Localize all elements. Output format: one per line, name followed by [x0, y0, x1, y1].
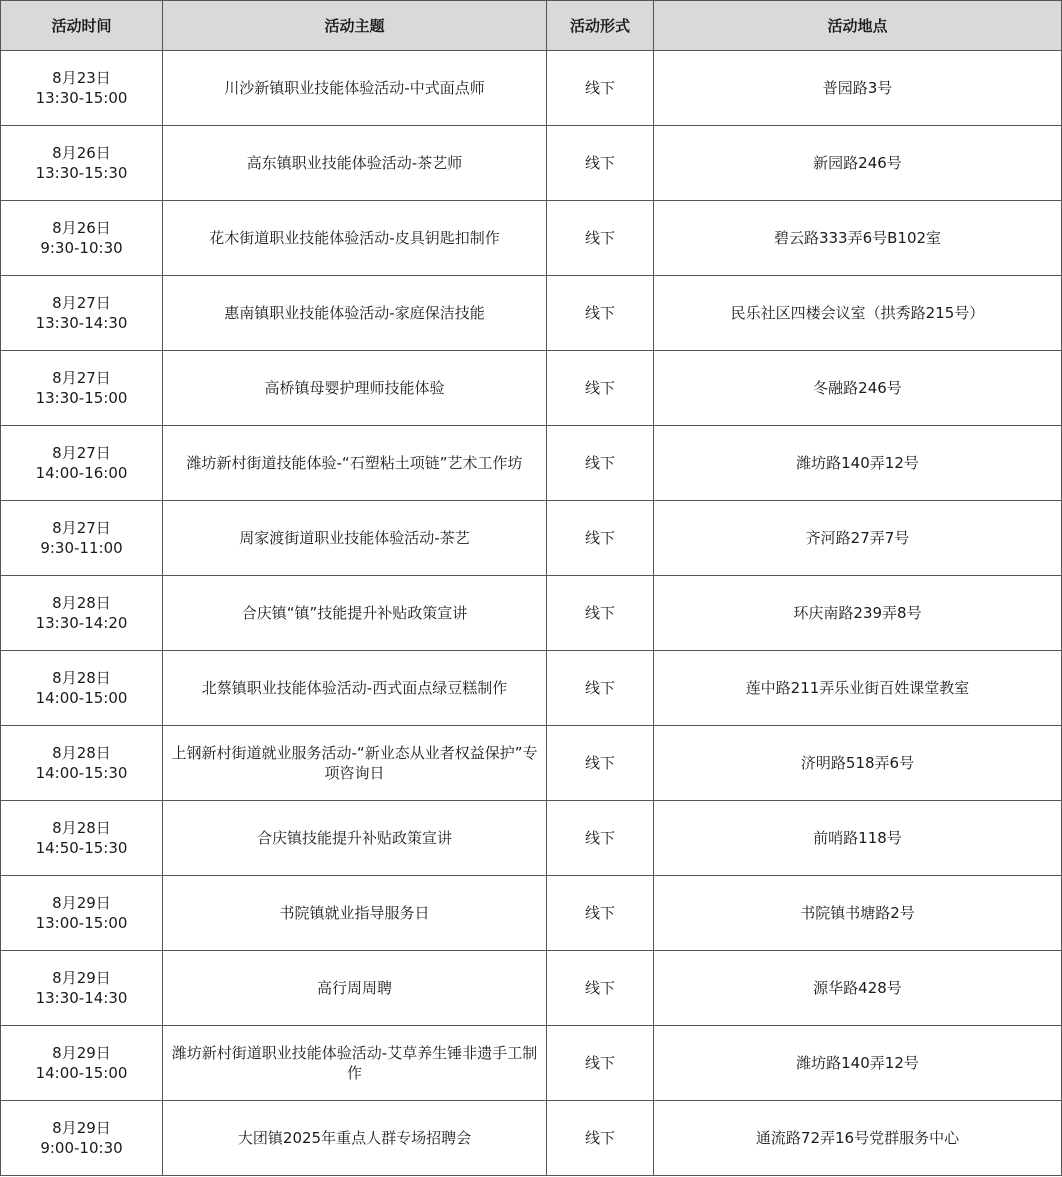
activity-topic: 合庆镇“镇”技能提升补贴政策宣讲: [241, 604, 468, 622]
topic-cell: [163, 201, 547, 276]
form-cell: 线下: [547, 501, 654, 576]
time-cell: [1, 576, 163, 651]
form-cell: 线下: [547, 1026, 654, 1101]
time-cell: [1, 126, 163, 201]
activity-time-range: 13:30-15:00: [35, 389, 128, 407]
time-cell: [1, 801, 163, 876]
topic-cell: [163, 426, 547, 501]
activity-date: 8月27日: [52, 369, 111, 387]
activity-time-range: 14:00-15:00: [35, 1064, 128, 1082]
topic-cell: [163, 276, 547, 351]
activity-topic: 北蔡镇职业技能体验活动-西式面点绿豆糕制作: [201, 679, 508, 697]
activity-topic: 书院镇就业指导服务日: [279, 904, 430, 922]
topic-cell: [163, 726, 547, 801]
table-row: [1, 576, 1062, 651]
form-cell: 线下: [547, 651, 654, 726]
location-cell: 潍坊路140弄12号: [654, 426, 1062, 501]
location-cell: 新园路246号: [654, 126, 1062, 201]
table-row: [1, 726, 1062, 801]
time-cell: [1, 1026, 163, 1101]
location-cell: 莲中路211弄乐业街百姓课堂教室: [654, 651, 1062, 726]
location-cell: 碧云路333弄6号B102室: [654, 201, 1062, 276]
time-cell: [1, 426, 163, 501]
activity-time-range: 13:30-14:30: [35, 314, 128, 332]
location-cell: 环庆南路239弄8号: [654, 576, 1062, 651]
activity-time-range: 14:00-15:30: [35, 764, 128, 782]
activity-date: 8月29日: [52, 1044, 111, 1062]
location-cell: 潍坊路140弄12号: [654, 1026, 1062, 1101]
activity-topic: 川沙新镇职业技能体验活动-中式面点师: [224, 79, 485, 97]
activity-time-range: 13:30-14:30: [35, 989, 128, 1007]
table-header-row: [1, 1, 1062, 51]
location-cell: 民乐社区四楼会议室（拱秀路215号）: [654, 276, 1062, 351]
activity-topic: 大团镇2025年重点人群专场招聘会: [237, 1129, 472, 1147]
table-row: [1, 951, 1062, 1026]
location-cell: 书院镇书塘路2号: [654, 876, 1062, 951]
table-row: [1, 501, 1062, 576]
activity-time-range: 13:30-15:30: [35, 164, 128, 182]
table-row: [1, 351, 1062, 426]
form-cell: 线下: [547, 951, 654, 1026]
activity-time-range: 14:00-15:00: [35, 689, 128, 707]
activity-topic: 潍坊新村街道技能体验-“石塑粘土项链”艺术工作坊: [186, 454, 523, 472]
activity-topic: 惠南镇职业技能体验活动-家庭保洁技能: [224, 304, 485, 322]
table-row: [1, 1026, 1062, 1101]
form-cell: 线下: [547, 351, 654, 426]
topic-cell: [163, 1101, 547, 1176]
activity-date: 8月28日: [52, 819, 111, 837]
table-row: [1, 201, 1062, 276]
topic-cell: [163, 51, 547, 126]
form-cell: 线下: [547, 1101, 654, 1176]
topic-cell: [163, 801, 547, 876]
topic-cell: [163, 126, 547, 201]
activity-topic: 花木街道职业技能体验活动-皮具钥匙扣制作: [209, 229, 500, 247]
time-cell: [1, 726, 163, 801]
time-cell: [1, 876, 163, 951]
time-cell: [1, 276, 163, 351]
table-row: [1, 126, 1062, 201]
time-cell: [1, 1101, 163, 1176]
activity-topic: 高桥镇母婴护理师技能体验: [264, 379, 445, 397]
activity-time-range: 9:00-10:30: [40, 1139, 123, 1157]
table-row: [1, 876, 1062, 951]
time-cell: [1, 951, 163, 1026]
activity-topic: 周家渡街道职业技能体验活动-茶艺: [239, 529, 470, 547]
activity-date: 8月27日: [52, 444, 111, 462]
topic-cell: [163, 876, 547, 951]
topic-cell: [163, 576, 547, 651]
location-cell: 源华路428号: [654, 951, 1062, 1026]
activity-time-range: 14:00-16:00: [35, 464, 128, 482]
header-activity-form: 活动形式: [547, 1, 654, 51]
topic-cell: [163, 651, 547, 726]
activity-date: 8月29日: [52, 1119, 111, 1137]
form-cell: 线下: [547, 276, 654, 351]
time-cell: [1, 51, 163, 126]
activity-topic: 高行周周聘: [316, 979, 392, 997]
activity-date: 8月28日: [52, 744, 111, 762]
form-cell: 线下: [547, 801, 654, 876]
table-row: [1, 51, 1062, 126]
location-cell: 济明路518弄6号: [654, 726, 1062, 801]
activity-time-range: 9:30-10:30: [40, 239, 123, 257]
activity-date: 8月26日: [52, 144, 111, 162]
activity-date: 8月29日: [52, 969, 111, 987]
activity-date: 8月29日: [52, 894, 111, 912]
table-row: [1, 426, 1062, 501]
form-cell: 线下: [547, 576, 654, 651]
time-cell: [1, 651, 163, 726]
form-cell: 线下: [547, 876, 654, 951]
time-cell: [1, 501, 163, 576]
activity-date: 8月27日: [52, 294, 111, 312]
activity-time-range: 9:30-11:00: [40, 539, 123, 557]
location-cell: 前哨路118号: [654, 801, 1062, 876]
time-cell: [1, 351, 163, 426]
header-activity-time: 活动时间: [1, 1, 163, 51]
activity-date: 8月23日: [52, 69, 111, 87]
topic-cell: [163, 1026, 547, 1101]
location-cell: 普园路3号: [654, 51, 1062, 126]
form-cell: 线下: [547, 51, 654, 126]
form-cell: 线下: [547, 126, 654, 201]
header-activity-topic: 活动主题: [163, 1, 547, 51]
form-cell: 线下: [547, 726, 654, 801]
topic-cell: [163, 951, 547, 1026]
activity-topic: 潍坊新村街道职业技能体验活动-艾草养生锤非遗手工制作: [171, 1044, 538, 1082]
form-cell: 线下: [547, 201, 654, 276]
activity-date: 8月26日: [52, 219, 111, 237]
activity-time-range: 13:30-14:20: [35, 614, 128, 632]
activity-date: 8月28日: [52, 669, 111, 687]
activity-time-range: 13:30-15:00: [35, 89, 128, 107]
location-cell: 齐河路27弄7号: [654, 501, 1062, 576]
table-row: [1, 651, 1062, 726]
table-body: [1, 51, 1062, 1176]
header-activity-location: 活动地点: [654, 1, 1062, 51]
activity-topic: 高东镇职业技能体验活动-茶艺师: [246, 154, 463, 172]
form-cell: 线下: [547, 426, 654, 501]
activity-date: 8月27日: [52, 519, 111, 537]
topic-cell: [163, 351, 547, 426]
activity-date: 8月28日: [52, 594, 111, 612]
activity-topic: 合庆镇技能提升补贴政策宣讲: [256, 829, 452, 847]
topic-cell: [163, 501, 547, 576]
table-row: [1, 276, 1062, 351]
location-cell: 通流路72弄16号党群服务中心: [654, 1101, 1062, 1176]
time-cell: [1, 201, 163, 276]
location-cell: 冬融路246号: [654, 351, 1062, 426]
activity-time-range: 14:50-15:30: [35, 839, 128, 857]
table-row: [1, 801, 1062, 876]
activity-time-range: 13:00-15:00: [35, 914, 128, 932]
activity-topic: 上钢新村街道就业服务活动-“新业态从业者权益保护”专项咨询日: [171, 744, 538, 782]
table-row: [1, 1101, 1062, 1176]
